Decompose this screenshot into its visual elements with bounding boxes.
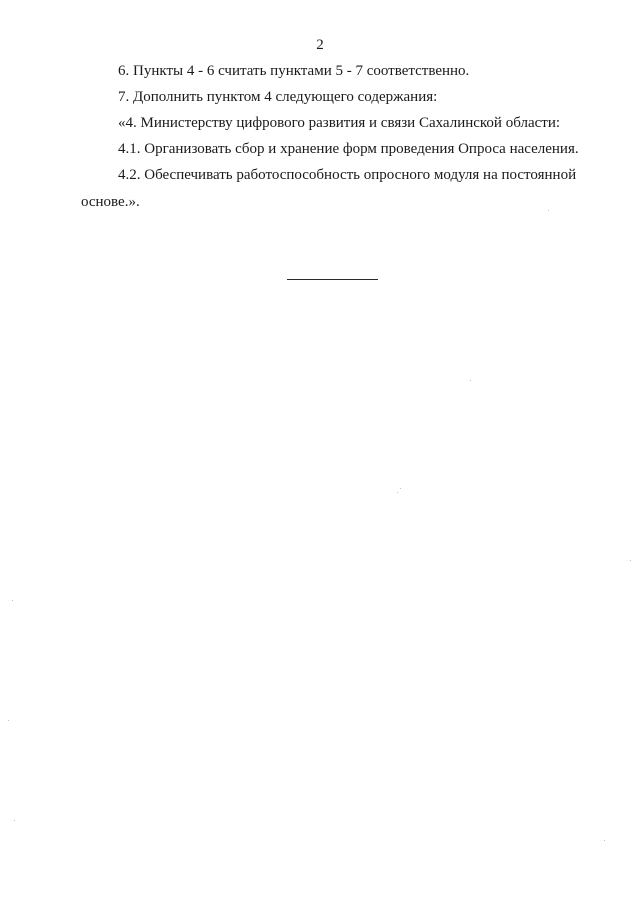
scan-speck bbox=[470, 380, 471, 381]
paragraph-item-6: 6. Пункты 4 - 6 считать пунктами 5 - 7 соответственно. bbox=[118, 63, 470, 79]
closing-divider bbox=[287, 279, 378, 280]
scan-speck bbox=[400, 488, 401, 489]
scan-speck bbox=[14, 820, 15, 821]
scan-speck bbox=[8, 720, 9, 721]
scan-speck bbox=[548, 210, 549, 211]
paragraph-item-4-heading: «4. Министерству цифрового развития и связи Сахалинской области: bbox=[118, 115, 561, 131]
scan-speck bbox=[12, 600, 13, 601]
paragraph-item-4-2-continuation: основе.». bbox=[81, 194, 140, 210]
scan-speck bbox=[604, 840, 605, 841]
scan-speck bbox=[397, 492, 398, 493]
page-number: 2 bbox=[316, 37, 324, 53]
paragraph-item-7: 7. Дополнить пунктом 4 следующего содержания: bbox=[118, 89, 438, 105]
scan-speck bbox=[630, 560, 631, 561]
paragraph-item-4-2: 4.2. Обеспечивать работоспособность опросного модуля на постоянной bbox=[118, 167, 577, 183]
paragraph-item-4-1: 4.1. Организовать сбор и хранение форм проведения Опроса населения. bbox=[118, 141, 579, 157]
